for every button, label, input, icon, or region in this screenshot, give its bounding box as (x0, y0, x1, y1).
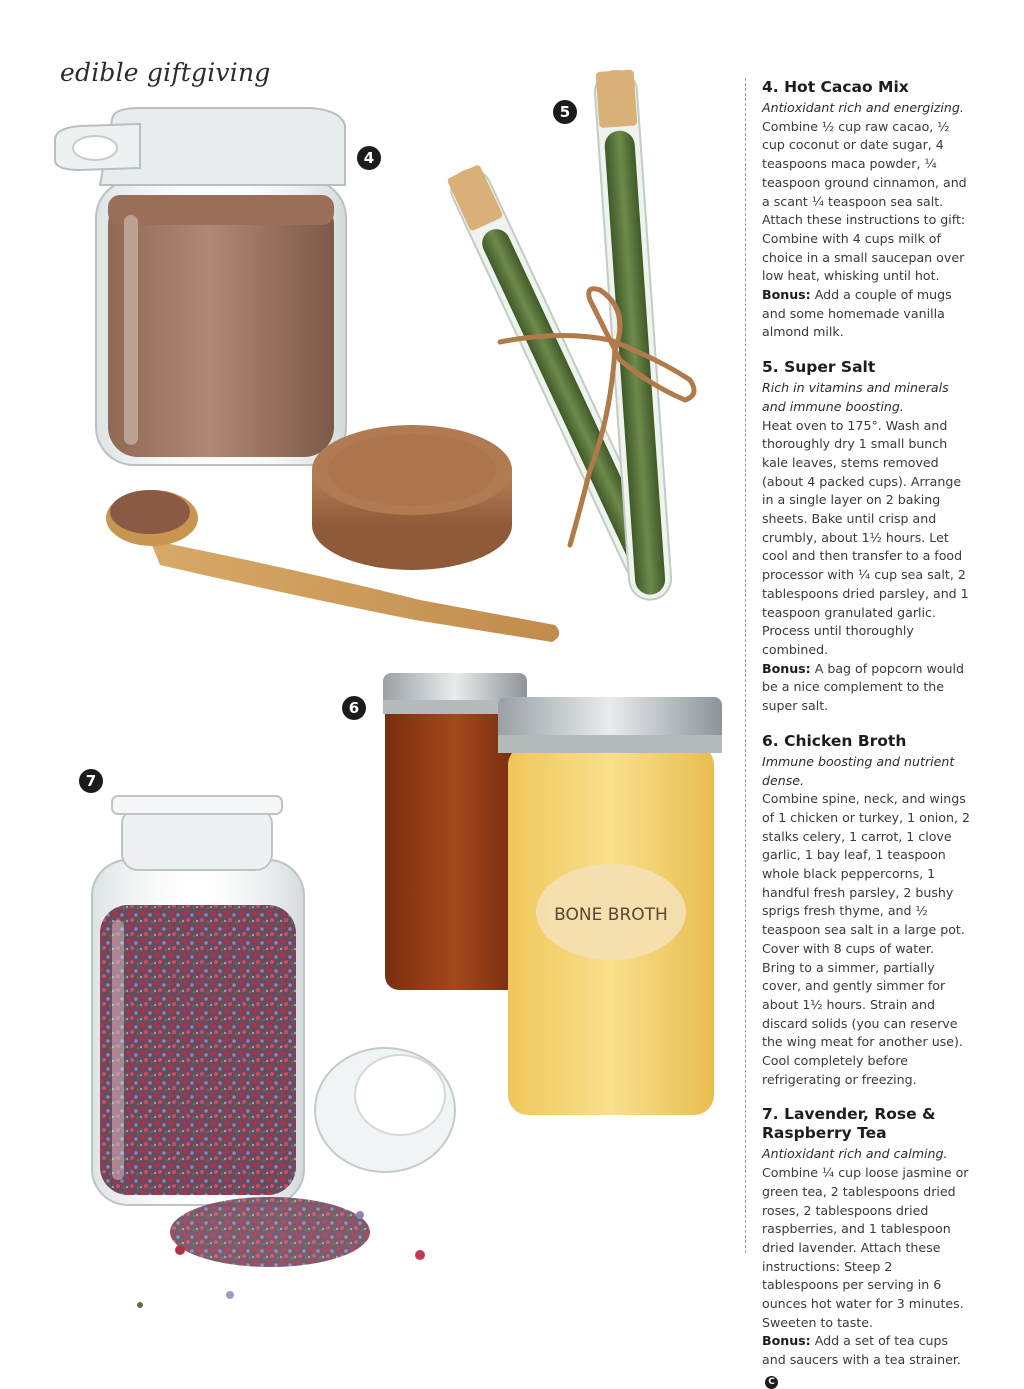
jar-label: BONE BROTH (554, 905, 668, 925)
recipe-chicken-broth (762, 732, 970, 1090)
recipe-subtitle: Antioxidant rich and calming. (762, 1146, 948, 1162)
recipe-title: 7. Lavender, Rose & Raspberry Tea (762, 1105, 936, 1143)
section-label: edible giftgiving (60, 58, 271, 87)
glass-stopper (315, 1048, 455, 1172)
recipe-subtitle: Immune boosting and nutrient dense. (762, 753, 955, 788)
recipe-sidebar (745, 78, 971, 1387)
bonus-label: Bonus: (762, 660, 811, 676)
bonus-text: A bag of popcorn would be a nice complement to the super salt. (762, 660, 964, 714)
recipe-body: Combine spine, neck, and wings of 1 chicken or turkey, 1 onion, 2 stalks celery, 1 carrot, 1 clove garlic, 1 bay leaf, 1 teaspoon whole black peppercorns, 1 handful fresh parsley, 2 bushy sprigs fresh thyme, and ½ teaspoon sea salt in a large pot. Cover with 8 cups of water. Bring to a simmer, partially cover, and gently simmer for about 1½ hours. Strain and discard solids (you can reserve the wing meat for another use). Cool completely before refrigerating or freezing. (762, 791, 971, 1087)
marker-4: 4 (357, 146, 381, 170)
recipe-bonus (762, 660, 970, 716)
cacao-jar (55, 108, 346, 465)
recipe-super-salt (762, 358, 970, 716)
recipe-tea (762, 1105, 970, 1388)
recipe-bonus (762, 1332, 970, 1388)
broth-jar-light (498, 697, 722, 1115)
end-mark-icon: C (765, 1376, 778, 1389)
recipe-hot-cacao (762, 78, 970, 342)
bonus-text: Add a set of tea cups and saucers with a tea strainer. (762, 1333, 961, 1368)
bonus-text: Add a couple of mugs and some homemade vanilla almond milk. (762, 287, 952, 340)
cork-lid (312, 425, 512, 570)
marker-7: 7 (79, 769, 103, 793)
recipe-title: 5. Super Salt (762, 358, 876, 377)
recipe-title: 4. Hot Cacao Mix (762, 78, 909, 96)
recipe-bonus (762, 286, 970, 342)
recipe-subtitle: Antioxidant rich and energizing. (762, 100, 964, 115)
marker-5: 5 (553, 100, 577, 124)
marker-6: 6 (342, 696, 366, 720)
recipe-subtitle: Rich in vitamins and minerals and immune boosting. (762, 380, 949, 414)
bonus-label: Bonus: (762, 1333, 811, 1349)
recipe-body: Heat oven to 175°. Wash and thoroughly dry 1 small bunch kale leaves, stems removed (about 4 packed cups). Arrange in a single layer on 2 baking sheets. Bake until crisp and crumbly, about 1½ hours. Let cool and then transfer to a food processor with ¼ cup sea salt, 2 tablespoons dried parsley, and 1 teaspoon granulated garlic. Process until thoroughly combined. (762, 417, 969, 657)
recipe-body: Combine ¼ cup loose jasmine or green tea, 2 tablespoons dried roses, 2 tablespoons dried raspberries, and 1 tablespoon dried lavender. Attach these instructions: Steep 2 tablespoons per serving in 6 ounces hot water for 3 minutes. Sweeten to taste. (762, 1165, 969, 1330)
tea-jar (92, 796, 304, 1205)
recipe-title: 6. Chicken Broth (762, 731, 907, 750)
bonus-label: Bonus: (762, 287, 811, 303)
recipe-body: Combine ½ cup raw cacao, ½ cup coconut or date sugar, 4 teaspoons maca powder, ¼ teaspoon ground cinnamon, and a scant ¼ teaspoon sea salt. Attach these instructions to gift: Combine with 4 cups milk of choice in a small saucepan over low heat, whisking until hot. (762, 118, 967, 284)
spilled-tea (137, 1197, 425, 1308)
